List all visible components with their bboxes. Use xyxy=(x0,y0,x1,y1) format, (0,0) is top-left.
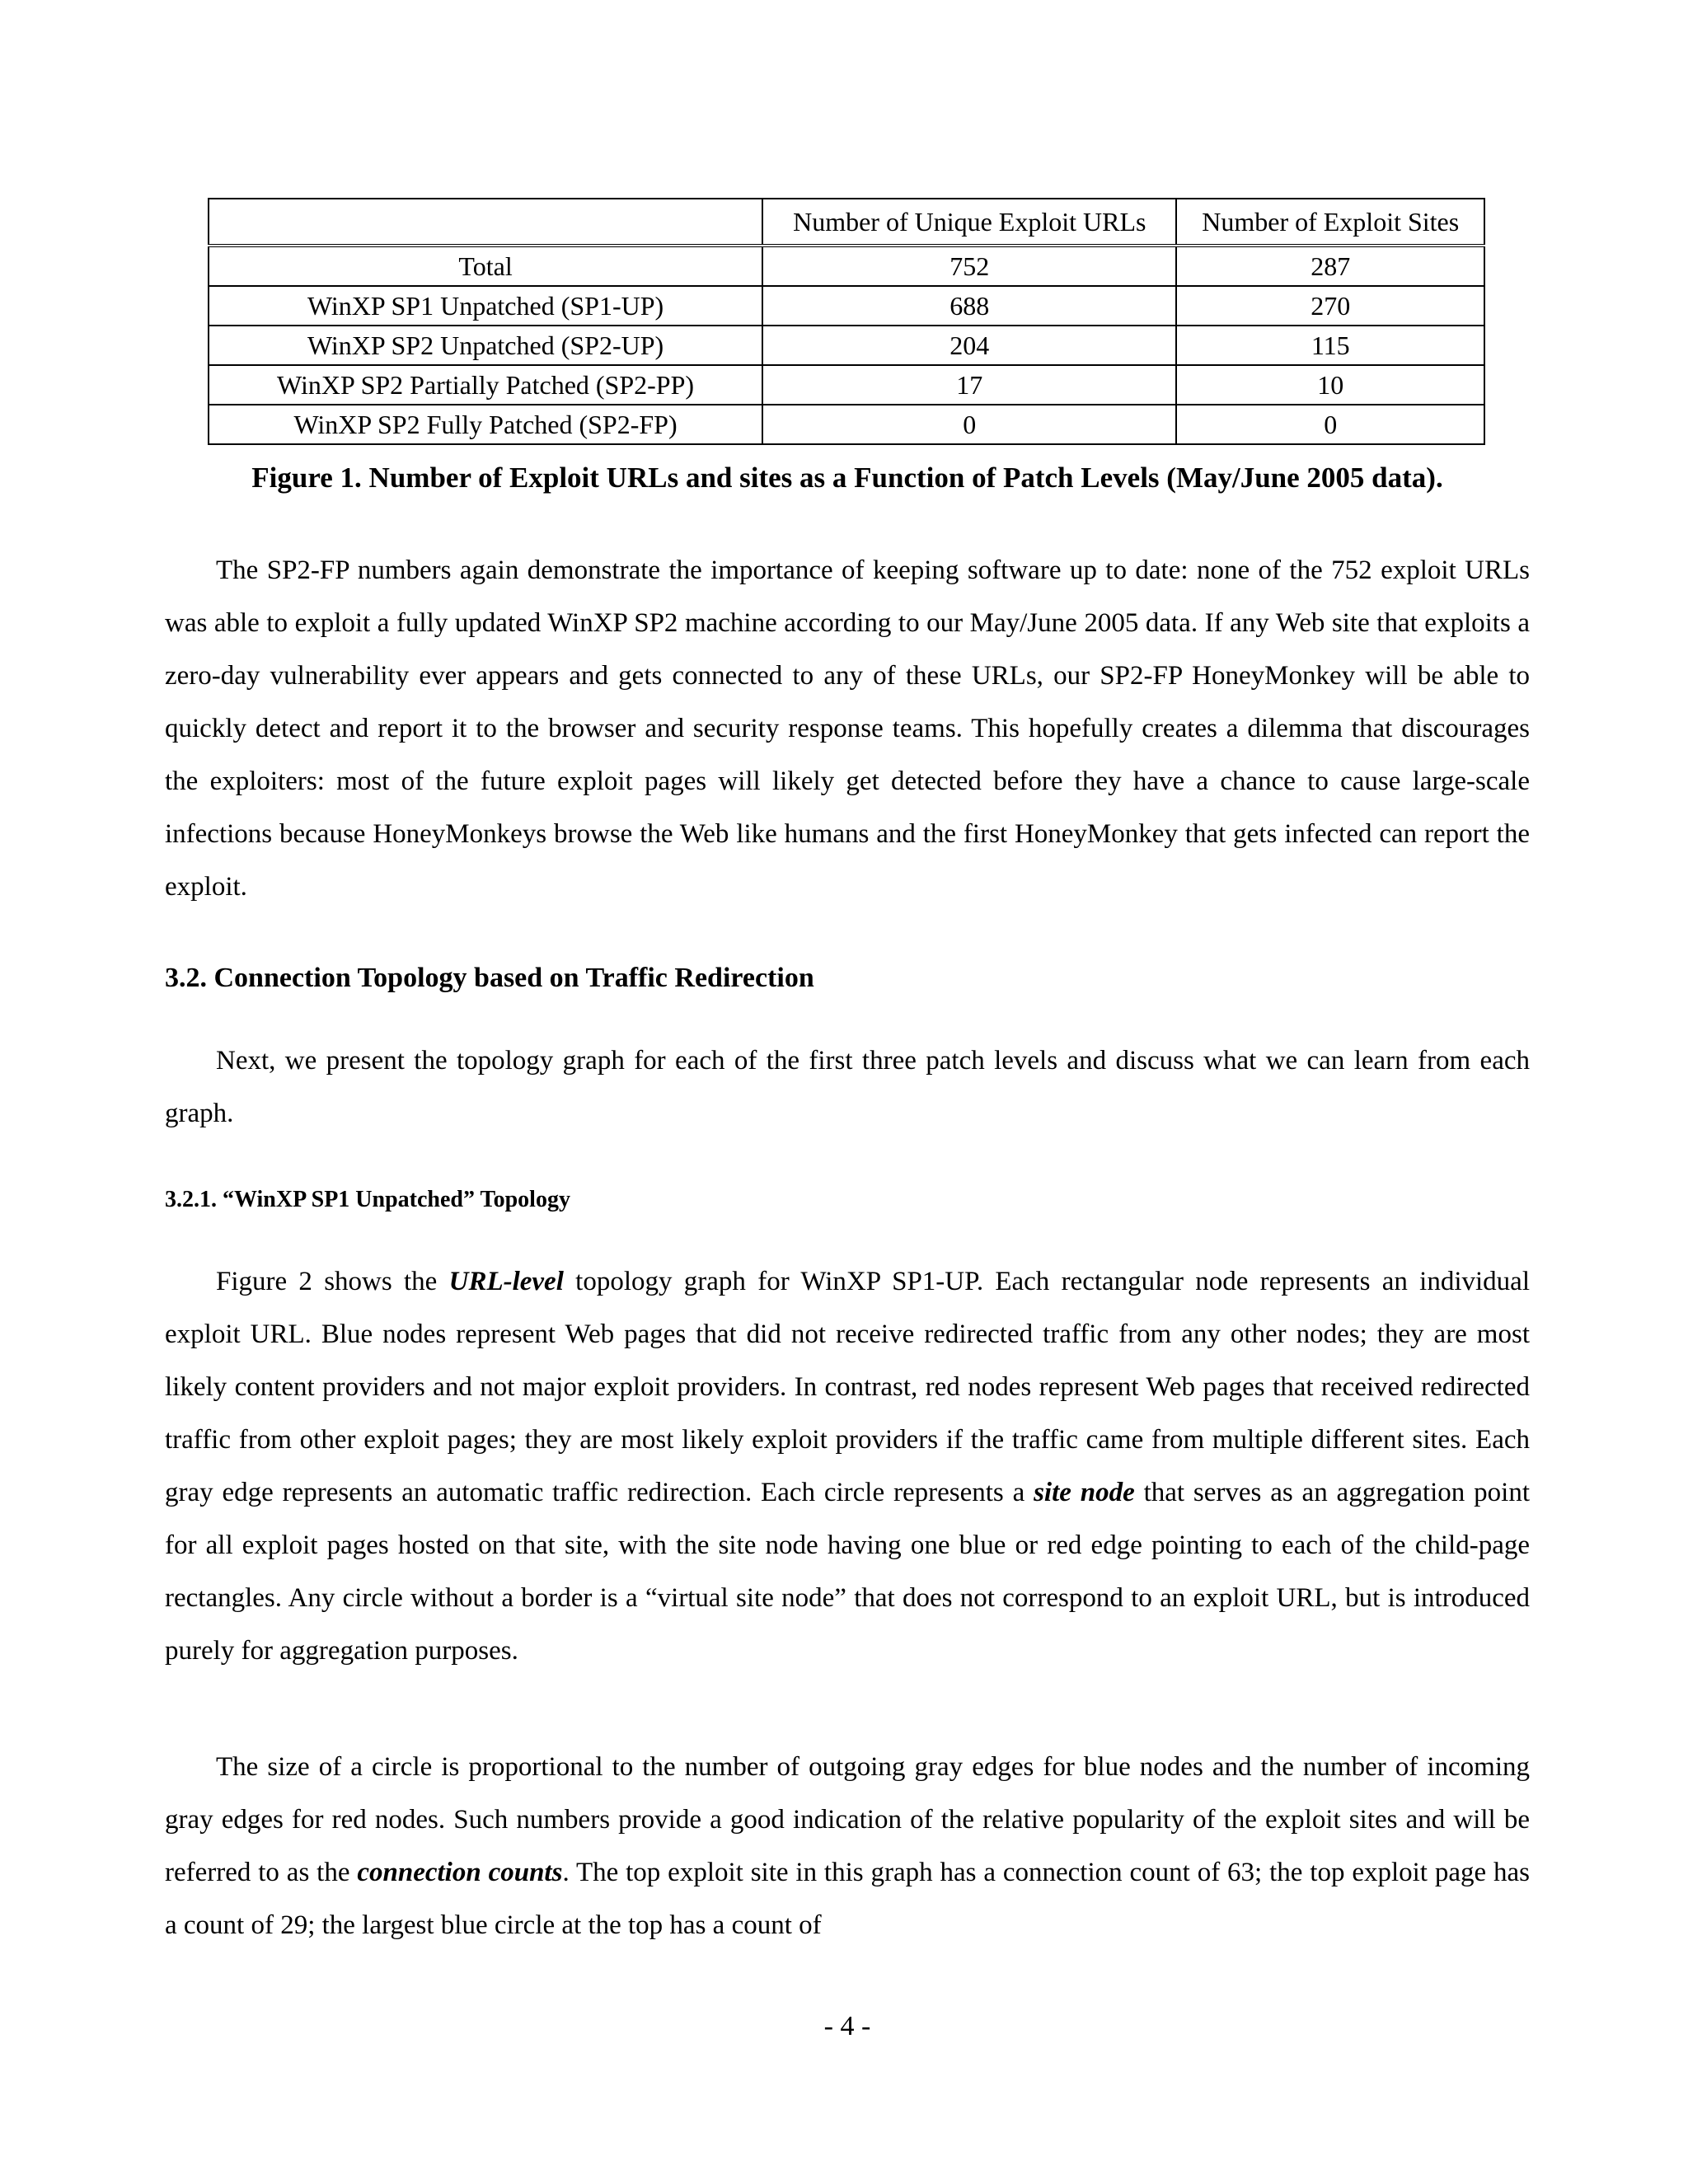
table-row xyxy=(209,365,1484,405)
table-cell-urls: 0 xyxy=(762,405,1176,444)
table-cell-urls: 752 xyxy=(762,246,1176,286)
paragraph-topology-intro: Next, we present the topology graph for each of the first three patch levels and discuss what we can learn from each graph. xyxy=(165,1046,1530,1128)
table-cell-urls: 204 xyxy=(762,326,1176,365)
table-cell-urls: 688 xyxy=(762,286,1176,326)
exploit-patch-level-table xyxy=(208,198,1485,445)
para3-text-2: topology graph for WinXP SP1-UP. Each rectangular node represents an individual exploit URL. Blue nodes represent Web pages that did not receive redirected traffic from any other nodes; they are most likely content providers and not major exploit providers. In contrast, red nodes represent Web pages that received redirected traffic from other exploit pages; they are most likely exploit providers if the traffic came from multiple different sites. Each gray edge represents an automatic traffic redirection. Each circle represents a xyxy=(165,1267,1530,1507)
table-cell-label: Total xyxy=(209,246,762,286)
para3-emphasis-url-level: URL-level xyxy=(448,1267,564,1296)
para4-text-1: The size of a circle is proportional to the number of outgoing gray edges for blue nodes and the number of incoming gray edges for red nodes. Such numbers provide a good indication of the relative popularity of the exploit sites and will be referred to as the xyxy=(165,1752,1530,1887)
table-row xyxy=(209,326,1484,365)
table-header-exploit-sites: Number of Exploit Sites xyxy=(1176,199,1484,246)
table-header-row xyxy=(209,199,1484,246)
table-cell-sites: 270 xyxy=(1176,286,1484,326)
table-row xyxy=(209,286,1484,326)
table-cell-label: WinXP SP2 Fully Patched (SP2-FP) xyxy=(209,405,762,444)
table-cell-sites: 287 xyxy=(1176,246,1484,286)
paragraph-url-level-graph xyxy=(165,1255,1530,1677)
para3-text-3: that serves as an aggregation point for all exploit pages hosted on that site, with the site node having one blue or red edge pointing to each of the child-page rectangles. Any circle without a border is a “virtual site node” that does not correspond to an exploit URL, but is introduced purely for aggregation purposes. xyxy=(165,1478,1530,1666)
table-header-unique-urls: Number of Unique Exploit URLs xyxy=(762,199,1176,246)
para4-text-2: . The top exploit site in this graph has a connection count of 63; the top exploit page has a count of 29; the largest blue circle at the top has a count of xyxy=(165,1858,1530,1940)
para3-emphasis-site-node: site node xyxy=(1034,1478,1135,1507)
table-cell-urls: 17 xyxy=(762,365,1176,405)
table-row xyxy=(209,246,1484,286)
table-header-blank xyxy=(209,199,762,246)
section-heading: 3.2. Connection Topology based on Traffic Redirection xyxy=(165,963,814,993)
exploit-table-wrapper xyxy=(208,198,1485,445)
table-cell-label: WinXP SP2 Unpatched (SP2-UP) xyxy=(209,326,762,365)
table-row xyxy=(209,405,1484,444)
table-cell-sites: 10 xyxy=(1176,365,1484,405)
page-number: - 4 - xyxy=(823,2011,871,2041)
para4-emphasis-connection-counts: connection counts xyxy=(357,1858,563,1887)
paragraph-sp2fp: The SP2-FP numbers again demonstrate the importance of keeping software up to date: none of the 752 exploit URLs was able to exploit a fully updated WinXP SP2 machine according to our May/June 2005 data. If any Web site that exploits a zero-day vulnerability ever appears and gets connected to any of these URLs, our SP2-FP HoneyMonkey will be able to quickly detect and report it to the browser and security response teams. This hopefully creates a dilemma that discourages the exploiters: most of the future exploit pages will likely get detected before they have a chance to cause large-scale infections because HoneyMonkeys browse the Web like humans and the first HoneyMonkey that gets infected can report the exploit. xyxy=(165,555,1530,902)
paragraph-circle-size xyxy=(165,1741,1530,1952)
table-cell-sites: 0 xyxy=(1176,405,1484,444)
para3-text-1: Figure 2 shows the xyxy=(216,1267,449,1296)
table-cell-sites: 115 xyxy=(1176,326,1484,365)
figure-caption: Figure 1. Number of Exploit URLs and sites as a Function of Patch Levels (May/June 2005 data). xyxy=(251,462,1443,494)
table-cell-label: WinXP SP1 Unpatched (SP1-UP) xyxy=(209,286,762,326)
table-cell-label: WinXP SP2 Partially Patched (SP2-PP) xyxy=(209,365,762,405)
subsection-heading: 3.2.1. “WinXP SP1 Unpatched” Topology xyxy=(165,1187,570,1212)
